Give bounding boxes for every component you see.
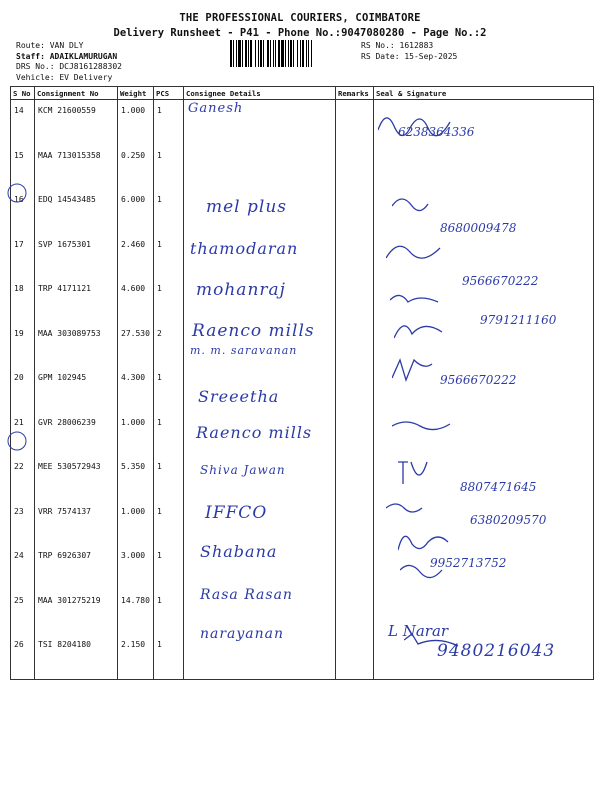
remarks-cell [336, 100, 374, 145]
sno-cell: 23 [11, 501, 35, 546]
remarks-cell [336, 278, 374, 323]
handwritten-consignee: thamodaran [190, 238, 299, 258]
sno-cell: 22 [11, 456, 35, 501]
pcs-cell: 1 [154, 145, 184, 190]
weight-cell: 2.150 [118, 634, 154, 679]
pcs-cell: 2 [154, 323, 184, 368]
consignment-cell: MEE 530572943 [35, 456, 118, 501]
handwritten-signature-phone: 8680009478 [440, 220, 517, 235]
remarks-cell [336, 545, 374, 590]
handwritten-consignee: Raenco mills [192, 321, 315, 341]
handwritten-consignee: IFFCO [205, 503, 268, 523]
handwritten-consignee: Shiva Jawan [200, 462, 286, 477]
weight-cell: 0.250 [118, 145, 154, 190]
circle-mark-16 [6, 182, 28, 204]
consignee-cell [184, 145, 336, 190]
remarks-cell [336, 501, 374, 546]
pcs-cell: 1 [154, 545, 184, 590]
signature-scribble [392, 414, 472, 448]
signature-scribble [398, 530, 478, 564]
remarks-cell [336, 189, 374, 234]
col-consignee: Consignee Details [184, 87, 336, 100]
weight-cell: 4.300 [118, 367, 154, 412]
signature-scribble [386, 240, 466, 274]
handwritten-signature-phone: 9952713752 [430, 556, 507, 571]
pcs-cell: 1 [154, 278, 184, 323]
table-row [11, 590, 594, 635]
barcode [230, 40, 356, 67]
col-sno: S No [11, 87, 35, 100]
pcs-cell: 1 [154, 412, 184, 457]
consignment-cell: MAA 303089753 [35, 323, 118, 368]
table-header-row [11, 87, 594, 100]
pcs-cell: 1 [154, 367, 184, 412]
pcs-cell: 1 [154, 234, 184, 279]
pcs-cell: 1 [154, 634, 184, 679]
weight-cell: 3.000 [118, 545, 154, 590]
table-row [11, 234, 594, 279]
consignment-cell: MAA 301275219 [35, 590, 118, 635]
signature-scribble [392, 196, 472, 230]
seal-cell [374, 145, 594, 190]
circle-mark-22 [6, 430, 28, 452]
sno-cell: 19 [11, 323, 35, 368]
col-seal: Seal & Signature [374, 87, 594, 100]
meta-right [361, 41, 457, 62]
remarks-cell [336, 634, 374, 679]
col-remarks: Remarks [336, 87, 374, 100]
table-row [11, 145, 594, 190]
col-pcs: PCS [154, 87, 184, 100]
route-label: Route: VAN DLY [16, 41, 84, 50]
handwritten-phone: 9480216043 [437, 641, 556, 661]
weight-cell: 1.000 [118, 100, 154, 145]
consignment-cell: EDQ 14543485 [35, 189, 118, 234]
handwritten-consignee: Sreeetha [198, 387, 280, 407]
weight-cell: 5.350 [118, 456, 154, 501]
handwritten-signature-phone: 9566670222 [440, 373, 517, 388]
meta-left [16, 41, 122, 83]
sno-cell: 25 [11, 590, 35, 635]
weight-cell: 6.000 [118, 189, 154, 234]
remarks-cell [336, 234, 374, 279]
sno-cell: 16 [11, 189, 35, 234]
consignment-cell: TSI 8204180 [35, 634, 118, 679]
handwritten-signature-phone: 6380209570 [470, 513, 547, 527]
pcs-cell: 1 [154, 456, 184, 501]
weight-cell: 14.780 [118, 590, 154, 635]
handwritten-consignee: Ganesh [188, 101, 244, 116]
vehicle-label: Vehicle: EV Delivery [16, 72, 113, 82]
remarks-cell [336, 412, 374, 457]
sno-cell: 15 [11, 145, 35, 190]
handwritten-consignee: Raenco mills [196, 422, 313, 442]
consignment-cell: MAA 713015358 [35, 145, 118, 190]
handwritten-signature-phone: 8807471645 [460, 479, 537, 494]
consignment-cell: TRP 6926307 [35, 545, 118, 590]
handwritten-signature-phone: 6238364336 [398, 125, 475, 139]
signature-scribble [394, 320, 474, 354]
signature-scribble [378, 110, 458, 144]
consignment-cell: SVP 1675301 [35, 234, 118, 279]
sno-cell: 20 [11, 367, 35, 412]
sno-cell: 14 [11, 100, 35, 145]
table-row [11, 456, 594, 501]
table-row [11, 100, 594, 145]
signature-scribble [398, 456, 478, 490]
weight-cell: 2.460 [118, 234, 154, 279]
remarks-cell [336, 367, 374, 412]
sno-cell: 17 [11, 234, 35, 279]
pcs-cell: 1 [154, 590, 184, 635]
consignment-cell: VRR 7574137 [35, 501, 118, 546]
remarks-cell [336, 456, 374, 501]
sno-cell: 21 [11, 412, 35, 457]
remarks-cell [336, 145, 374, 190]
company-title: THE PROFESSIONAL COURIERS, COIMBATORE [179, 12, 421, 24]
handwritten-consignee: mohanraj [196, 279, 286, 300]
drs-label: DRS No.: DCJ8161288302 [16, 62, 122, 71]
staff-label: Staff: ADAIKLAMURUGAN [16, 51, 118, 61]
pcs-cell: 1 [154, 100, 184, 145]
handwritten-consignee: mel plus [206, 197, 288, 218]
weight-cell: 4.600 [118, 278, 154, 323]
handwritten-signature-extra: L Narar [388, 622, 449, 640]
remarks-cell [336, 323, 374, 368]
handwritten-consignee: Rasa Rasan [200, 587, 293, 604]
consignment-cell: GVR 28006239 [35, 412, 118, 457]
weight-cell: 27.530 [118, 323, 154, 368]
col-weight: Weight [118, 87, 154, 100]
sno-cell: 24 [11, 545, 35, 590]
handwritten-consignee-extra: narayanan [200, 626, 285, 642]
pcs-cell: 1 [154, 501, 184, 546]
sno-cell: 26 [11, 634, 35, 679]
runsheet-subtitle: Delivery Runsheet - P41 - Phone No.:9047080280 - Page No.:2 [113, 27, 487, 39]
weight-cell: 1.000 [118, 412, 154, 457]
pcs-cell: 1 [154, 189, 184, 234]
signature-scribble [390, 288, 470, 322]
sno-cell: 18 [11, 278, 35, 323]
signature-scribble [386, 496, 466, 530]
rs-number: RS No.: 1612883 [361, 41, 434, 50]
remarks-cell [336, 590, 374, 635]
handwritten-signature-phone: 9566670222 [462, 273, 539, 288]
handwritten-consignee: m. m. saravanan [190, 344, 298, 358]
col-consignment: Consignment No [35, 87, 118, 100]
consignment-cell: TRP 4171121 [35, 278, 118, 323]
signature-scribble [400, 560, 480, 594]
signature-scribble [392, 356, 472, 390]
handwritten-consignee: Shabana [200, 542, 278, 562]
rs-date: RS Date: 15-Sep-2025 [361, 51, 458, 61]
handwritten-signature-phone: 9791211160 [480, 313, 557, 327]
consignment-cell: KCM 21600559 [35, 100, 118, 145]
weight-cell: 1.000 [118, 501, 154, 546]
consignment-cell: GPM 102945 [35, 367, 118, 412]
